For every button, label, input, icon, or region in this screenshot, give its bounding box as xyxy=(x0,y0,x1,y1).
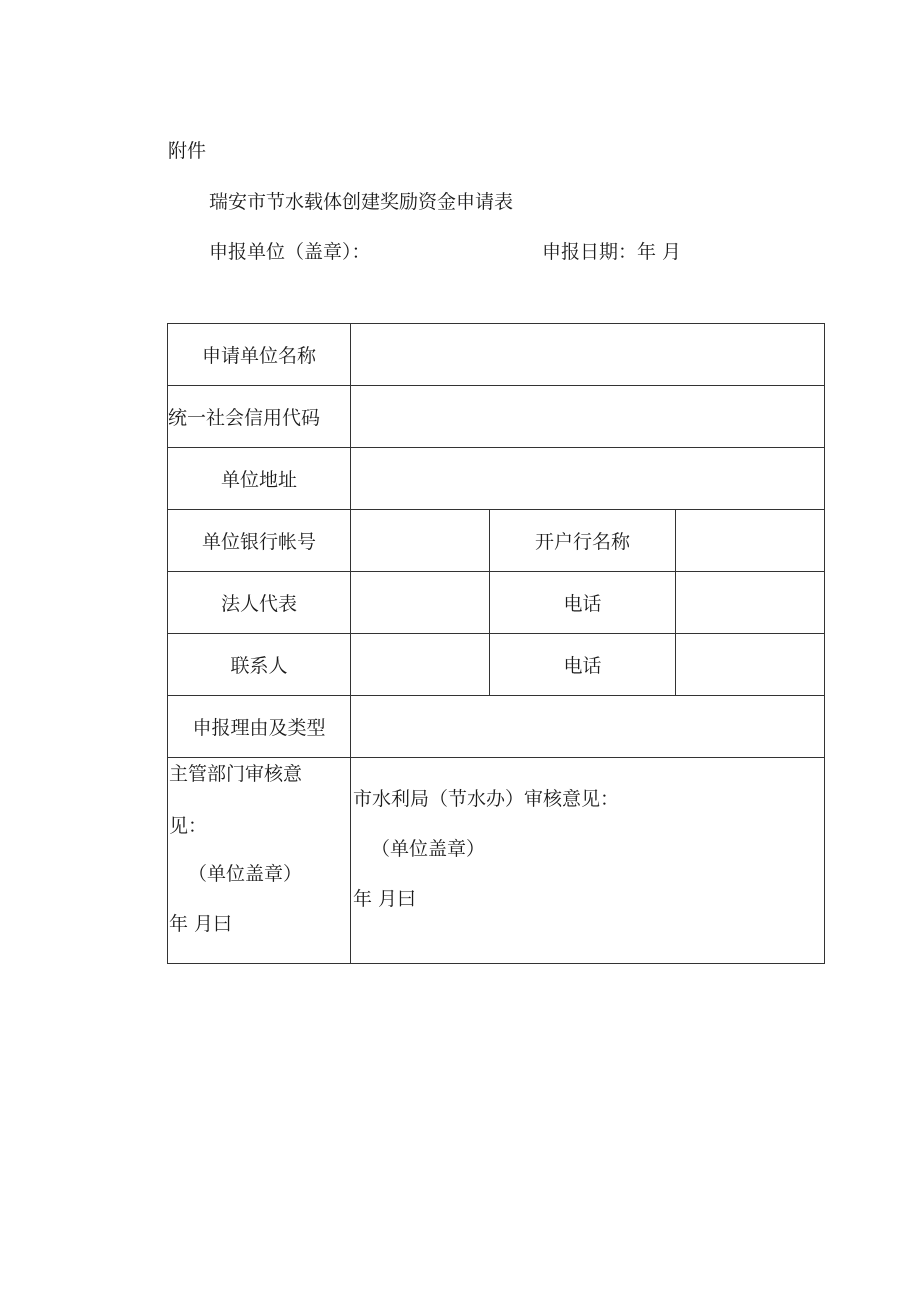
legal-rep-phone-field[interactable] xyxy=(676,572,825,634)
water-bureau-review-cell[interactable] xyxy=(351,758,825,964)
contact-field[interactable] xyxy=(351,634,490,696)
row-review xyxy=(168,758,825,964)
dept-review-cell[interactable] xyxy=(168,758,351,964)
application-form-table xyxy=(167,323,825,964)
bank-account-label: 单位银行帐号 xyxy=(168,510,351,572)
row-contact xyxy=(168,634,825,696)
row-credit-code xyxy=(168,386,825,448)
legal-rep-label: 法人代表 xyxy=(168,572,351,634)
bank-name-label: 开户行名称 xyxy=(490,510,676,572)
application-date-label: 申报日期：年 月 xyxy=(542,241,682,263)
water-bureau-review-line1: 市水利局（节水办）审核意见： xyxy=(353,788,620,810)
credit-code-label: 统一社会信用代码 xyxy=(168,386,351,448)
credit-code-field[interactable] xyxy=(351,386,825,448)
document-title: 瑞安市节水载体创建奖励资金申请表 xyxy=(209,191,514,213)
bank-name-field[interactable] xyxy=(676,510,825,572)
contact-label: 联系人 xyxy=(168,634,351,696)
water-bureau-review-date: 年 月曰 xyxy=(353,888,417,910)
row-reason xyxy=(168,696,825,758)
legal-rep-field[interactable] xyxy=(351,572,490,634)
attachment-label: 附件 xyxy=(168,140,207,162)
reason-field[interactable] xyxy=(351,696,825,758)
row-address xyxy=(168,448,825,510)
dept-review-line1: 主管部门审核意 xyxy=(169,763,303,785)
contact-phone-label: 电话 xyxy=(490,634,676,696)
water-bureau-review-seal: （单位盖章） xyxy=(371,838,486,860)
applicant-name-field[interactable] xyxy=(351,324,825,386)
row-legal-rep xyxy=(168,572,825,634)
address-label: 单位地址 xyxy=(168,448,351,510)
address-field[interactable] xyxy=(351,448,825,510)
legal-rep-phone-label: 电话 xyxy=(490,572,676,634)
applicant-unit-label: 申报单位（盖章）： xyxy=(209,241,371,263)
dept-review-seal: （单位盖章） xyxy=(188,863,303,885)
dept-review-line2: 见： xyxy=(169,815,208,837)
applicant-name-label: 申请单位名称 xyxy=(168,324,351,386)
row-bank xyxy=(168,510,825,572)
bank-account-field[interactable] xyxy=(351,510,490,572)
row-applicant-name xyxy=(168,324,825,386)
dept-review-date: 年 月曰 xyxy=(169,913,233,935)
contact-phone-field[interactable] xyxy=(676,634,825,696)
reason-label: 申报理由及类型 xyxy=(168,696,351,758)
